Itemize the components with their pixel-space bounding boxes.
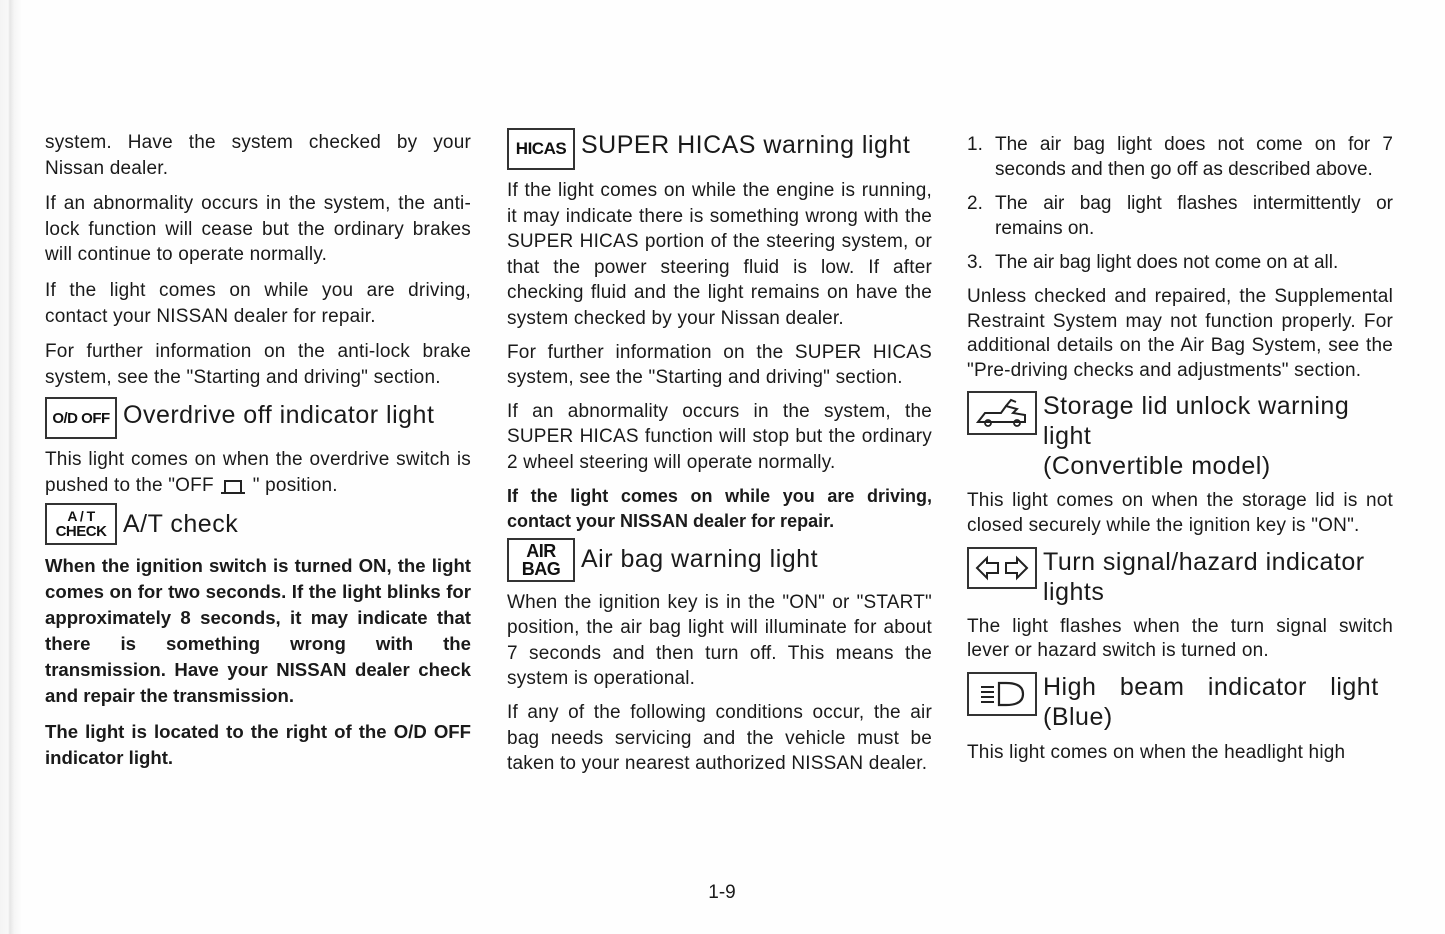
od-off-icon: O/D OFF [45, 397, 117, 439]
paragraph: When the ignition switch is turned ON, the light comes on for two seconds. If the light blinks for approximately 8 seconds, it may indicate that there is something wrong with the transmission. Have your NISSAN dealer check and repair the transmission. [45, 554, 471, 706]
paragraph: For further information on the SUPER HICAS system, see the "Starting and driving" section. [507, 341, 932, 389]
section-subtitle: (Blue) [1043, 702, 1113, 731]
section-title: Air bag warning light [581, 544, 819, 573]
paragraph: Unless checked and repaired, the Supplemental Restraint System may not function properly. For additional details on the Air Bag System, see the "Pre-driving checks and adjustments" section. [967, 286, 1393, 381]
column-right [967, 132, 1393, 773]
column-middle [507, 130, 932, 785]
section-title-block [1043, 391, 1393, 481]
turn-signal-icon [967, 547, 1037, 589]
paragraph: This light comes on when the overdrive switch is pushed to the "OFF " position. [45, 449, 471, 496]
storage-lid-icon [967, 391, 1037, 435]
section-heading-turn-signal [967, 547, 1393, 607]
at-check-icon: A / T CHECK [45, 503, 117, 545]
paragraph: system. Have the system checked by your Nissan dealer. [45, 132, 471, 179]
list-item: 2. The air bag light flashes intermittently or remains on. [967, 193, 1393, 239]
paragraph: If the light comes on while the engine is running, it may indicate there is something wrong with the SUPER HICAS portion of the steering system, or that the power steering fluid is low. If after checking fluid and the light remains on have the system checked by your Nissan dealer. [507, 180, 932, 329]
paragraph: If the light comes on while you are driving, contact your NISSAN dealer for repair. [45, 279, 471, 327]
section-title: High beam indicator light [1043, 672, 1379, 701]
section-heading-high-beam [967, 672, 1393, 732]
od-switch-symbol-icon [219, 476, 247, 496]
section-subtitle: (Convertible model) [1043, 452, 1271, 481]
paragraph: This light comes on when the headlight high [967, 741, 1346, 763]
section-heading-overdrive [45, 400, 471, 439]
air-bag-icon: AIR BAG [507, 538, 575, 582]
section-heading-hicas [507, 130, 932, 170]
paragraph: The light flashes when the turn signal switch lever or hazard switch is turned on. [967, 615, 1393, 662]
section-title: SUPER HICAS warning light [581, 131, 911, 159]
section-heading-storage-lid [967, 391, 1393, 481]
high-beam-icon [967, 672, 1037, 716]
list-item: 3. The air bag light does not come on at all. [967, 252, 1339, 273]
paragraph: If an abnormality occurs in the system, the anti-lock function will cease but the ordinary brakes will continue to operate normally. [45, 193, 471, 266]
column-left [45, 130, 471, 781]
paragraph: The light is located to the right of the O/D OFF indicator light. [45, 720, 471, 768]
section-title-block [1043, 672, 1379, 732]
page-binding-shadow [0, 0, 22, 934]
paragraph: If an abnormality occurs in the system, the SUPER HICAS function will stop but the ordinary 2 wheel steering will operate normally. [507, 400, 932, 473]
conditions-list [967, 132, 1393, 275]
hicas-icon: HICAS [507, 128, 575, 170]
paragraph: If any of the following conditions occur, the air bag needs servicing and the vehicle must be taken to your nearest authorized NISSAN dealer. [507, 701, 932, 775]
paragraph: This light comes on when the storage lid is not closed securely while the ignition key is "ON". [967, 490, 1393, 536]
paragraph: If the light comes on while you are driving, contact your NISSAN dealer for repair. [507, 485, 932, 531]
section-title: Turn signal/hazard indicator lights [1043, 547, 1365, 606]
list-item: 1. The air bag light does not come on for 7 seconds and then go off as described above. [967, 134, 1393, 180]
section-heading-air-bag [507, 540, 932, 582]
page-number: 1-9 [708, 882, 736, 903]
section-heading-at-check [45, 509, 471, 545]
section-title: Storage lid unlock warning light [1043, 392, 1350, 451]
section-title: Overdrive off indicator light [123, 401, 435, 430]
section-title: A/T check [123, 509, 239, 538]
paragraph: For further information on the anti-lock brake system, see the "Starting and driving" section. [45, 341, 471, 388]
paragraph: When the ignition key is in the "ON" or "START" position, the air bag light will illuminate for about 7 seconds and then turn off. This means the system is operational. [507, 591, 932, 690]
